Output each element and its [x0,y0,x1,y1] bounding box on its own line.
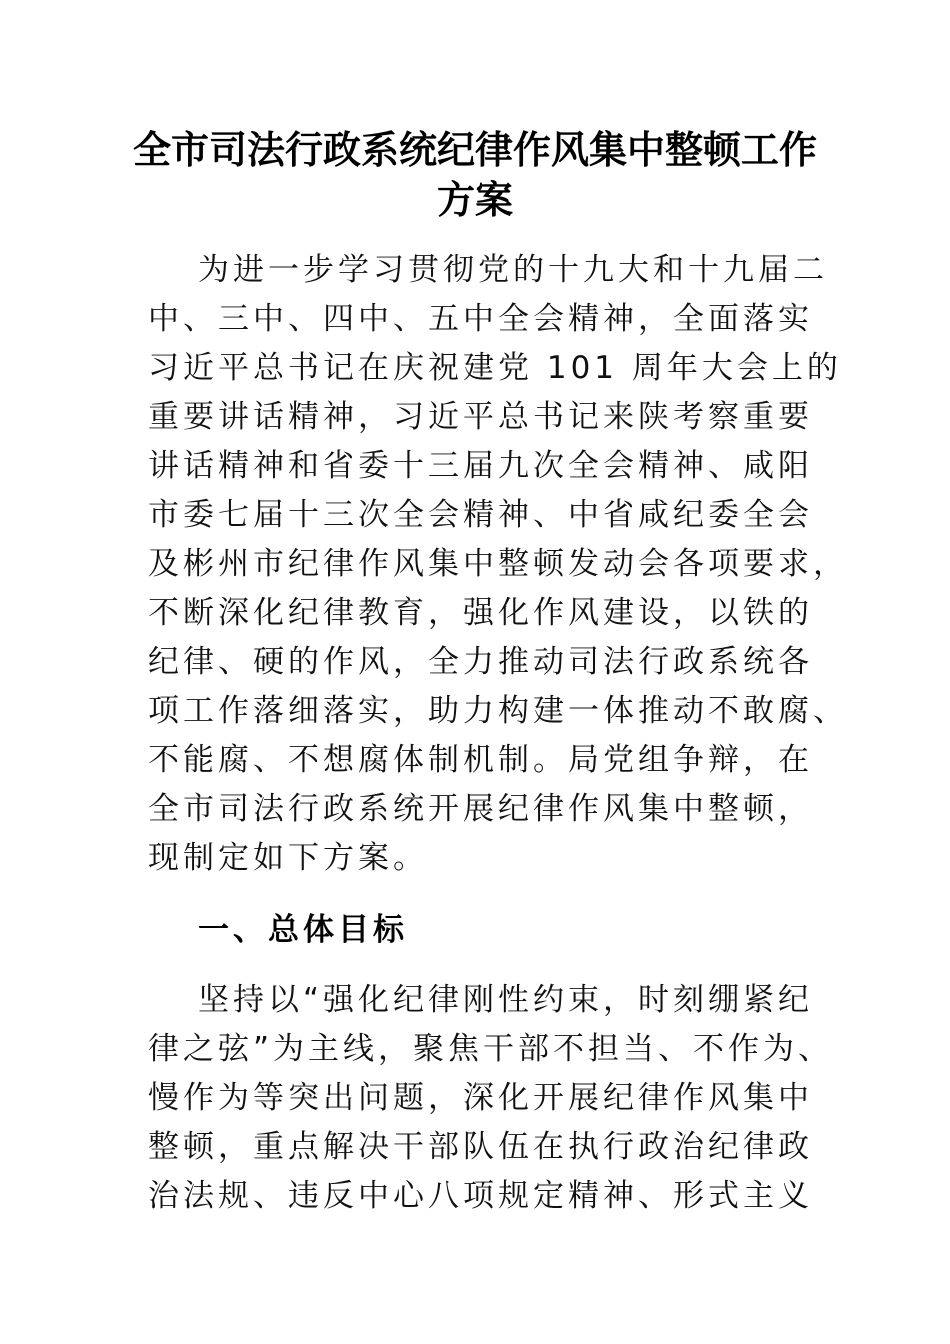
section1-line-4: 整顿，重点解决干部队伍在执行政治纪律政 [148,1129,813,1165]
intro-line-8: 不断深化纪律教育，强化作风建设，以铁的 [148,595,813,631]
section1-line-3: 慢作为等突出问题，深化开展纪律作风集中 [148,1080,813,1116]
section-heading-overall-goal: 一、总体目标 [198,912,408,948]
intro-line-2: 中、三中、四中、五中全会精神，全面落实 [148,301,813,337]
intro-line-10: 项工作落细落实，助力构建一体推动不敢腐、 [148,693,848,729]
document-title-line-2: 方案 [436,177,513,222]
section1-line-5: 治法规、违反中心八项规定精神、形式主义 [148,1178,813,1214]
section1-line-2: 律之弦”为主线，聚焦干部不担当、不作为、 [148,1031,834,1067]
section1-line-1: 坚持以“强化纪律刚性约束，时刻绷紧纪 [198,982,814,1018]
intro-line-11: 不能腐、不想腐体制机制。局党组争辩，在 [148,742,813,778]
intro-line-13: 现制定如下方案。 [148,840,428,876]
intro-line-6: 市委七届十三次全会精神、中省咸纪委全会 [148,497,813,533]
intro-line-4: 重要讲话精神，习近平总书记来陕考察重要 [148,399,813,435]
intro-line-9: 纪律、硬的作风，全力推动司法行政系统各 [148,644,813,680]
intro-line-12: 全市司法行政系统开展纪律作风集中整顿， [148,791,813,827]
intro-line-1: 为进一步学习贯彻党的十九大和十九届二 [198,252,828,288]
intro-line-7: 及彬州市纪律作风集中整顿发动会各项要求， [148,546,848,582]
intro-line-5: 讲话精神和省委十三届九次全会精神、咸阳 [148,448,813,484]
document-title-line-1: 全市司法行政系统纪律作风集中整顿工作 [132,127,817,172]
intro-line-3: 习近平总书记在庆祝建党 101 周年大会上的 [148,350,842,386]
